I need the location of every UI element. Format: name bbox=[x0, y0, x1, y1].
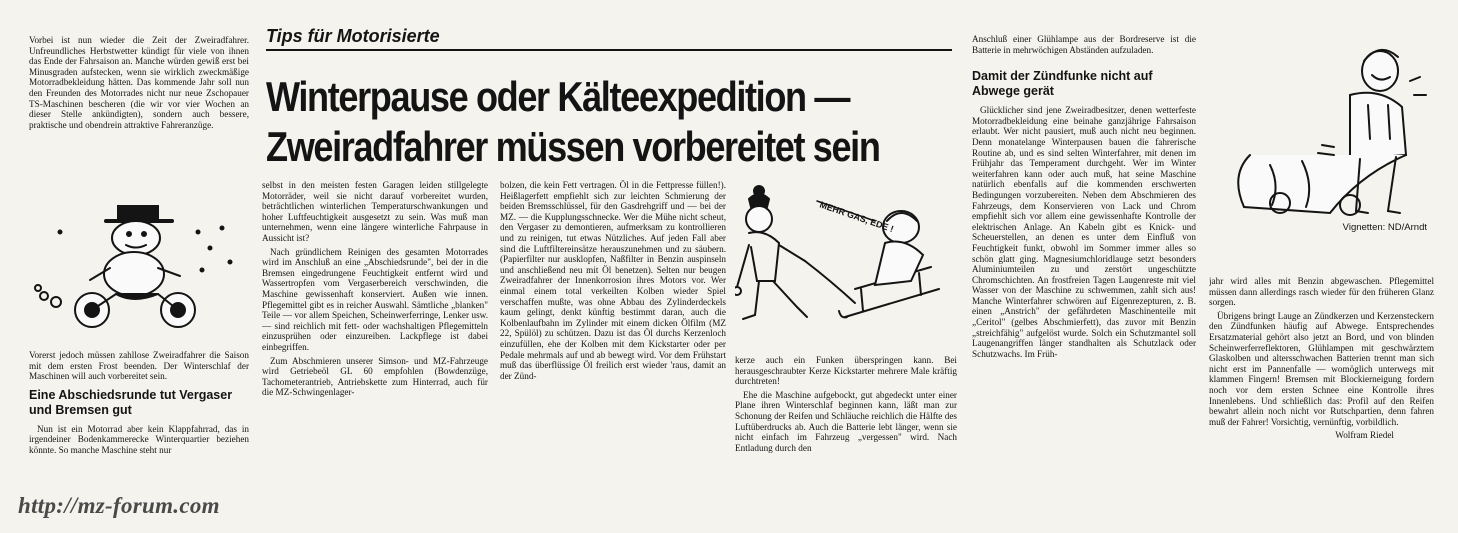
snowman-rider-cartoon bbox=[30, 192, 245, 342]
intro-column bbox=[29, 35, 249, 185]
section-heading-zuendfunke: Damit der Zündfunke nicht auf Abwege gerät bbox=[972, 69, 1153, 99]
snowman-rider-illustration bbox=[30, 192, 245, 342]
sled-cartoon bbox=[735, 185, 955, 340]
article-column-2 bbox=[262, 180, 488, 510]
headline bbox=[266, 72, 880, 172]
cartoon-sign-text: MEHR GAS, EDE ! bbox=[818, 199, 895, 235]
column-paragraph: Ehe die Maschine aufgebockt, gut abgedeckt unter einer Plane ihren Winterschlaf beginnen kann, läßt man zur Schonung der Reifen und Schläuche reichlich die Hälfte des Luftüberdrucks ab. Auch die Batterie lebt länger, wenn sie nicht einfach im Fahrzeug „vergessen" wird. Nach Entladung durch den bbox=[735, 389, 957, 453]
sled-illustration bbox=[735, 185, 955, 340]
article-column-6 bbox=[1209, 276, 1434, 516]
freezing-rider-illustration bbox=[1210, 35, 1435, 235]
column-paragraph: Glücklicher sind jene Zweiradbesitzer, denen wetterfeste Motorradbekleidung eine beinahe ganzjährige Fahrsaison erlaubt. Wer nicht pausiert, muß auch nicht neu beginnen. Denn monatelange Winterpausen bauen die fahrerische Routine ab, und es sind selten Winterfahrer, mit denen im Frühjahr das Temperament durchgeht. Wer im Winter weiterfahren kann oder auch muß, hat seine Maschine natürlich ebenfalls auf die kommenden erschwerten Bedingungen vorzubereiten. Neben dem Abschmieren des Fahrzeugs, dem Konservieren von Lack und Chrom empfiehlt sich vor allem eine gewissenhafte Kontrolle der elektrischen Anlage. An Kabeln gibt es Knick- und Scheuerstellen, an denen es unter dem Einfluß von Feuchtigkeit funkt, obwohl im Sommer immer alles so schön glatt ging. Magnesiumchloridlauge setzt besonders Aluminiumteilen zu und zerstört ungeschützte Chromschichten. An frostfreien Tagen Laugenreste mit viel Wasser von der Maschine zu schwemmen, zahlt sich aus! Manche Winterfahrer schwören auf Eigenrezepturen, z. B. einen „Anstrich" der gefährdeten Maschinenteile mit „Ceritol" (gelbes Abschmierfett), das zuvor mit Benzin „streichfähig" aufgelöst wurde. Solch ein Schutzmantel soll Laugenangriffen länger standhalten als Schutzlack oder Schutzwachs. Im Früh- bbox=[972, 105, 1196, 359]
headline-line-1: Winterpause oder Kälteexpedition — bbox=[266, 73, 850, 120]
kicker-label: Tips für Motorisierte bbox=[266, 26, 440, 46]
headline-line-2: Zweiradfahrer müssen vorbereitet sein bbox=[266, 123, 880, 170]
column-paragraph: Zum Abschmieren unserer Simson- und MZ-Fahrzeuge wird Getriebeöl GL 60 empfohlen (Bowdenzüge, Tachometerantrieb, Antriebskette zum Hinterrad, auch für die MZ-Schwingenlager- bbox=[262, 355, 488, 398]
section-heading-abschiedsrunde: Eine Abschiedsrunde tut Vergaser und Bremsen gut bbox=[29, 387, 233, 417]
kicker-bar bbox=[266, 25, 952, 51]
site-watermark: http://mz-forum.com bbox=[18, 493, 220, 518]
intro-bottom-column bbox=[29, 350, 249, 510]
column-paragraph: Anschluß einer Glühlampe aus der Bordreserve ist die Batterie in mehrwöchigen Abständen aufzuladen. bbox=[972, 34, 1196, 55]
author-signature: Wolfram Riedel bbox=[1335, 430, 1394, 441]
section-paragraph: Nun ist ein Motorrad aber kein Klappfahrrad, das in irgendeiner Bodenkammerecke Winterquartier beziehen könnte. So manche Maschine steht nur bbox=[29, 423, 249, 455]
vignette-caption: Vignetten: ND/Arndt bbox=[1342, 222, 1427, 233]
intro-bottom-paragraph: Vorerst jedoch müssen zahllose Zweiradfahrer die Saison mit dem ersten Frost beenden. Der Winterschlaf der Maschinen will auch vorbereitet sein. bbox=[29, 350, 249, 382]
column-paragraph: jahr wird alles mit Benzin abgewaschen. Pflegemittel müssen dann allerdings rasch wieder für den früheren Glanz sorgen. bbox=[1209, 276, 1434, 308]
article-column-4 bbox=[735, 355, 957, 515]
intro-paragraph: Vorbei ist nun wieder die Zeit der Zweiradfahrer. Unfreundliches Herbstwetter kündigt für viele von ihnen das Ende der Fahrsaison an. Manche würden gewiß erst bei Minusgraden aufstecken, wenn sie wirklich zweckmäßige Motorradbekleidung hätten. Das kommende Jahr soll nun den Freunden des Motorrades nicht nur neue Zschopauer TS-Maschinen bescheren (die wir vor vier Wochen an dieser Stelle ankündigten), sondern auch bessere, praktische und obendrein attraktive Fahreranzüge. bbox=[29, 35, 249, 130]
article-column-5 bbox=[972, 34, 1196, 514]
article-column-3 bbox=[500, 180, 726, 516]
column-paragraph: bolzen, die kein Fett vertragen. Öl in die Fettpresse füllen!). Heißlagerfett empfiehlt sich zur leichten Schmierung der beiden Bremsschlüssel, für den Gasdrehgriff und — bei der MZ. — die Kupplungsschnecke. Wer die Mühe nicht scheut, den Vergaser zu demontieren, aufmerksam zu kontrollieren und zu reinigen, tut etwas Nützliches. Auf jeden Fall aber sind die Luftfiltereinsätze herauszunehmen und zu säubern. (Papierfilter nur ausklopfen, Naßfilter in Benzin auspinseln und anschließend neu mit Öl benetzen). Selten nur beugen Zweiradfahrer der Innenkorrosion ihres Motors vor. Wer einmal einem total verkeilten Kolben wieder Spiel verschaffen mußte, was ohne Abbau des Zylinderdeckels kaum gelingt, denkt künftig bestimmt daran, auch die Kolbenlaufbahn im Zylinder mit einem dicken Ölfilm (MZ 22, Spülöl) zu schützen. Dazu ist das Öl durchs Kerzenloch einzufüllen, ehe der Kolben mit dem Kickstarter oder per Pedale mehrmals auf und ab bewegt wird. Vor dem Frühstart muß das überflüssige Öl freilich erst wieder 'raus, damit an der Zünd- bbox=[500, 180, 726, 381]
column-paragraph: Übrigens bringt Lauge an Zündkerzen und Kerzensteckern den Zündfunken häufig auf Abwege. Entsprechendes Ersatzmaterial gehört also jetzt an Bord, und von blinden Scheinwerferreflektoren, Glühlampen mit geschwärztem Glaskolben und altersschwachen Batterien trennt man sich nicht erst im Pannenfalle — womöglich unterwegs mit klammen Fingern! Bremsen mit Blockierneigung fordern noch vor dem ersten Schnee eine Kontrolle ihres Innenlebens. Und schließlich das: Profil auf den Reifen bewahrt allein noch nicht vor Rutschpartien, denn fahren muß der Fahrer! Vorsichtig, vernünftig, vorbildlich. bbox=[1209, 310, 1434, 427]
column-paragraph: selbst in den meisten festen Garagen leiden stillgelegte Motorräder, weil sie nicht darauf vorbereitet wurden, beträchtlichen winterlichen Temperaturschwankungen und hoher Luftfeuchtigkeit ausgesetzt zu sein. Was muß man unternehmen, wenn eine längere winterliche Fahrpause in Aussicht ist? bbox=[262, 180, 488, 243]
column-paragraph: kerze auch ein Funken überspringen kann. Bei herausgeschraubter Kerze Kickstarter mehrere Male kräftig durchtreten! bbox=[735, 355, 957, 387]
column-paragraph: Nach gründlichem Reinigen des gesamten Motorrades wird im Anschluß an eine „Abschiedsrunde", bei der in die Bremsen eingedrungene Feuchtigkeit entfernt wird und Wassertropfen vom Vergaserbereich verschwinden, die Maschine gewissenhaft konserviert. Außen wie innen. Pflegemittel gibt es in reicher Auswahl. Sämtliche „blanken" Teile — vor allem Speichen, Scheinwerferringe, Lenker usw. — sind reichlich mit fett- oder wachshaltigen Pflegemitteln einzusprühen oder einzureiben. Lackpflege ist dabei einbegriffen. bbox=[262, 246, 488, 352]
freezing-rider-cartoon bbox=[1210, 35, 1435, 235]
